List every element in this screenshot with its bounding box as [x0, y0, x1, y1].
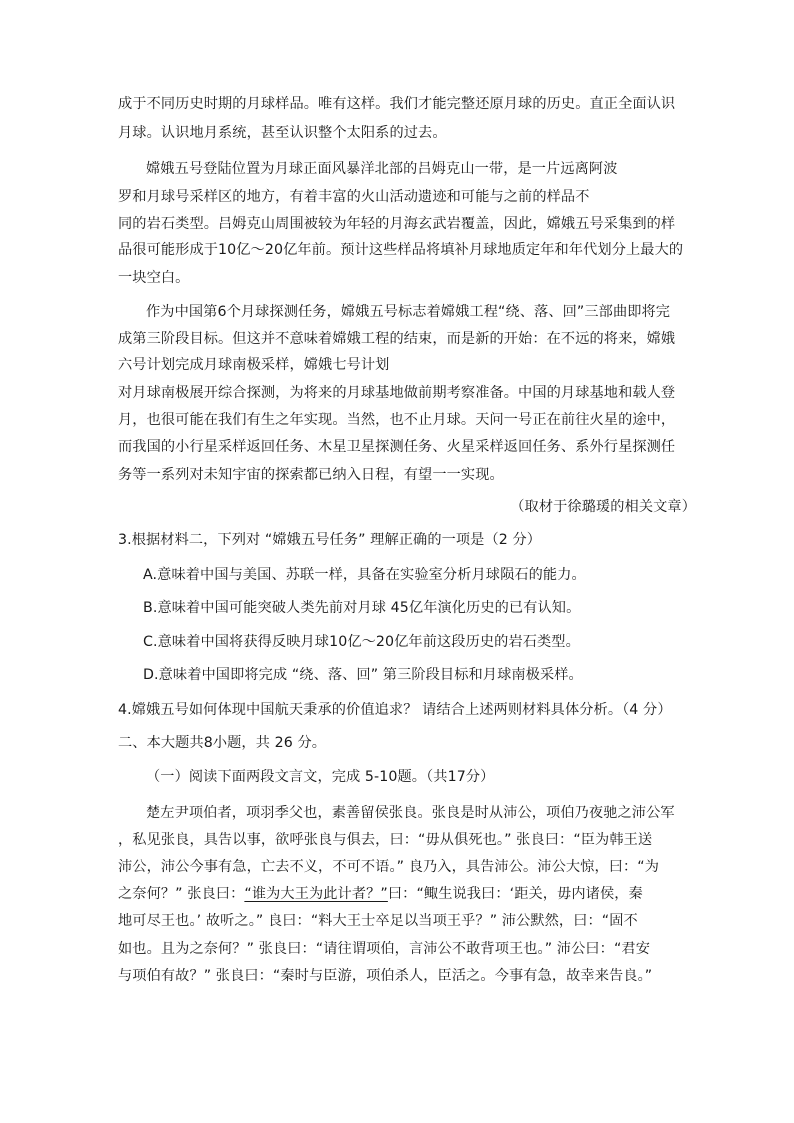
passage-line-11: 对月球南极展开综合探测，为将来的月球基地做前期考察准备。中国的月球基地和载人登	[118, 385, 676, 401]
passage-line-6: 品很可能形成于10亿～20亿年前。预计这些样品将填补月球地质定年和年代划分上最大的	[118, 242, 684, 258]
passage-line-7: 一块空白。	[118, 270, 190, 286]
classical-line-4-end: 曰：“鲰生说我曰：‘距关，毋内诸侯，秦	[387, 886, 643, 902]
passage-line-13: 而我国的小行星采样返回任务、木星卫星探测任务、火星采样返回任务、系外行星探测任	[118, 439, 676, 455]
passage-line-2: 月球。认识地月系统，甚至认识整个太阳系的过去。	[118, 125, 447, 141]
passage-line-12: 月，也很可能在我们有生之年实现。当然，也不止月球。天问一号正在前往火星的途中，	[118, 412, 676, 428]
classical-line-1: 楚左尹项伯者，项羽季父也，素善留侯张良。张良是时从沛公，项伯乃夜驰之沛公军	[146, 805, 675, 821]
passage-line-14: 务等一系列对未知宇宙的探索都已纳入日程，有望一一实现。	[118, 467, 504, 483]
underlined-question: “谁为大王为此计者？”	[244, 886, 388, 902]
classical-line-2: ，私见张良，具告以事，欲呼张良与俱去，曰：“毋从俱死也。” 张良曰：“臣为韩王送	[118, 832, 653, 848]
question-3-stem: 3.根据材料二，下列对 “嫦娥五号任务” 理解正确的一项是（2 分）	[118, 532, 542, 548]
passage-source: （取材于徐璐瑗的相关文章）	[510, 499, 696, 515]
classical-line-4-start: 之奈何？” 张良曰：	[118, 886, 245, 902]
passage-line-10: 六号计划完成月球南极采样，嫦娥七号计划	[118, 357, 390, 373]
classical-line-3: 沛公，沛公今事有急，亡去不义，不可不语。” 良乃入，具告沛公。沛公大惊，曰：“为	[118, 859, 660, 875]
classical-line-7: 与项伯有故？” 张良曰：“秦时与臣游，项伯杀人，臣活之。今事有急，故幸来告良。”	[118, 968, 653, 984]
passage-line-9: 成第三阶段目标。但这并不意味着嫦娥工程的结束，而是新的开始：在不远的将来，嫦娥	[118, 331, 676, 347]
passage-line-4: 罗和月球号采样区的地方，有着丰富的火山活动遗迹和可能与之前的样品不	[118, 189, 590, 205]
section-2-subheading: （一）阅读下面两段文言文，完成 5-10题。（共17分）	[146, 769, 495, 785]
classical-line-4	[118, 884, 643, 904]
question-4: 4.嫦娥五号如何体现中国航天秉承的价值追求？ 请结合上述两则材料具体分析。（4 分）	[118, 702, 672, 718]
question-3-option-b: B.意味着中国可能突破人类先前对月球 45亿年演化历史的已有认知。	[143, 600, 581, 616]
classical-line-5: 地可尽王也。’ 故听之。” 良曰：“料大王士卒足以当项王乎？” 沛公默然，曰：“固不	[118, 913, 638, 929]
question-3-option-c: C.意味着中国将获得反映月球10亿～20亿年前这段历史的岩石类型。	[143, 634, 580, 650]
passage-line-3: 嫦娥五号登陆位置为月球正面风暴洋北部的吕姆克山一带，是一片远离阿波	[146, 161, 618, 177]
section-2-heading: 二、本大题共8小题，共 26 分。	[118, 735, 327, 751]
question-3-option-a: A.意味着中国与美国、苏联一样，具备在实验室分析月球陨石的能力。	[143, 567, 586, 583]
passage-line-1: 成于不同历史时期的月球样品。唯有这样。我们才能完整还原月球的历史。直正全面认识	[118, 96, 676, 112]
passage-line-5: 同的岩石类型。吕姆克山周围被较为年轻的月海玄武岩覆盖，因此，嫦娥五号采集到的样	[118, 216, 676, 232]
classical-line-6: 如也。且为之奈何？” 张良曰：“请往谓项伯，言沛公不敢背项王也。” 沛公曰：“君安	[118, 941, 650, 957]
question-3-option-d: D.意味着中国即将完成 “绕、落、回” 第三阶段目标和月球南极采样。	[143, 667, 583, 683]
passage-line-8: 作为中国第6个月球探测任务，嫦娥五号标志着嫦娥工程“绕、落、回”三部曲即将完	[146, 304, 671, 320]
